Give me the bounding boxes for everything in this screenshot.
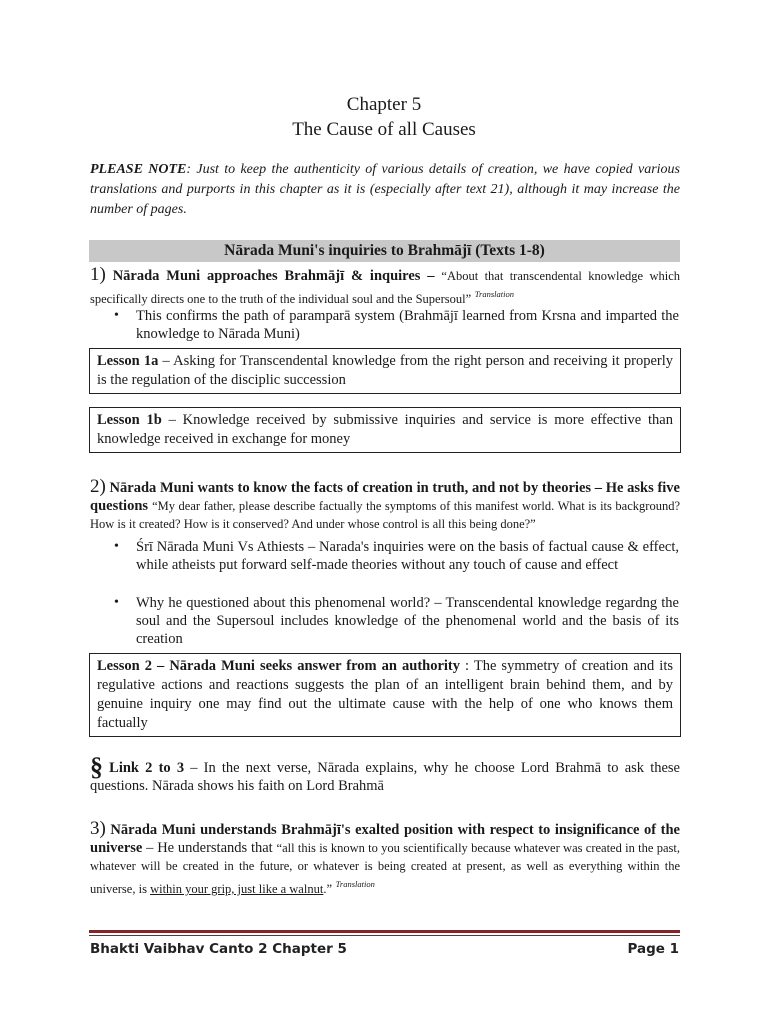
item-1-translation-mark: Translation — [474, 289, 515, 299]
item-1 — [90, 266, 680, 308]
bullet-icon: • — [114, 595, 119, 610]
lesson-2-text: : The symmetry of creation and its regulative actions and reactions suggests the plan of an intelligent brain behind them, and by genuine inquiry one may find out the ultimate cause with the help of one who knows them factually — [97, 658, 673, 731]
item-1-heading: Nārada Muni approaches Brahmājī & inquires – — [112, 268, 442, 284]
lesson-1b-label: Lesson 1b — [97, 412, 162, 428]
item-3-translation-mark: Translation — [335, 879, 375, 889]
please-note — [90, 160, 680, 220]
item-3-underlined: within your grip, just like a walnut — [150, 881, 324, 896]
lesson-2-box — [89, 653, 681, 737]
item-2-heading: Nārada Muni wants to know the facts of creation in truth, and not by theories – He asks five questions — [90, 480, 680, 514]
item-1-quote: “About that transcendental knowledge which specifically directs one to the truth of the individual soul and the Supersoul” — [90, 269, 681, 306]
item-2 — [90, 478, 680, 533]
lesson-1b-text: – Knowledge received by submissive inquiries and service is more effective than knowledge received in exchange for money — [97, 412, 673, 447]
chapter-number: Chapter 5 — [346, 94, 422, 115]
lesson-2-label: Lesson 2 – Nārada Muni seeks answer from an authority — [97, 658, 461, 674]
item-2-number: 2) — [90, 476, 106, 497]
link-label: Link 2 to 3 — [109, 760, 185, 776]
lesson-1b-box — [89, 407, 681, 453]
bullet-icon: • — [114, 308, 119, 323]
note-text: : Just to keep the authenticity of various details of creation, we have copied various translations and purports in this chapter as it is (especially after text 21), although it may increase the number of pages. — [90, 162, 681, 217]
item-1-number: 1) — [90, 264, 106, 285]
page-number: Page 1 — [627, 941, 679, 957]
item-3-heading: Nārada Muni understands Brahmājī's exalted position with respect to insignificance of the universe — [90, 822, 680, 856]
section-sign-icon: § — [90, 752, 103, 781]
chapter-title: The Cause of all Causes — [292, 119, 476, 140]
item-2-bullet-2: Why he questioned about this phenomenal world? – Transcendental knowledge regardng the soul and the Supersoul includes knowledge of the phenomenal world and the basis of its creation — [136, 595, 679, 647]
footer-rule-thin — [89, 935, 680, 936]
lesson-1a-label: Lesson 1a — [97, 353, 159, 369]
footer-title: Bhakti Vaibhav Canto 2 Chapter 5 — [90, 941, 347, 957]
item-1-bullet: This confirms the path of paramparā system (Brahmājī learned from Krsna and imparted the knowledge to Nārada Muni) — [136, 308, 679, 342]
lesson-1a-text: – Asking for Transcendental knowledge from the right person and receiving it properly is the regulation of the disciplic succession — [97, 353, 673, 388]
item-3-number: 3) — [90, 818, 106, 839]
section-header: Nārada Muni's inquiries to Brahmājī (Texts 1-8) — [89, 240, 680, 262]
item-3 — [90, 820, 680, 898]
footer-rule — [89, 930, 680, 933]
item-3-quote: “all this is known to you scientifically because whatever was created in the past, whatever will be created in the future, or whatever is being created at present, as well as everything within the universe, is — [90, 841, 680, 896]
link-text: – In the next verse, Nārada explains, why he choose Lord Brahmā to ask these questions. Nārada shows his faith on Lord Brahmā — [90, 760, 680, 794]
item-2-bullet-1: Śrī Nārada Muni Vs Athiests – Narada's inquiries were on the basis of factual cause & effect, while atheists put forward self-made theories without any touch of cause and effect — [136, 539, 679, 573]
note-label: PLEASE NOTE — [90, 162, 187, 177]
lesson-1a-box — [89, 348, 681, 394]
bullet-icon: • — [114, 539, 119, 554]
link-2-to-3 — [90, 752, 680, 795]
item-2-quote: “My dear father, please describe factually the symptoms of this manifest world. What is its background? How is it created? How is it conserved? And under whose control is all this being done?” — [90, 499, 680, 531]
item-3-text: – He understands that — [142, 840, 277, 856]
item-3-quote-end: .” — [323, 881, 332, 896]
